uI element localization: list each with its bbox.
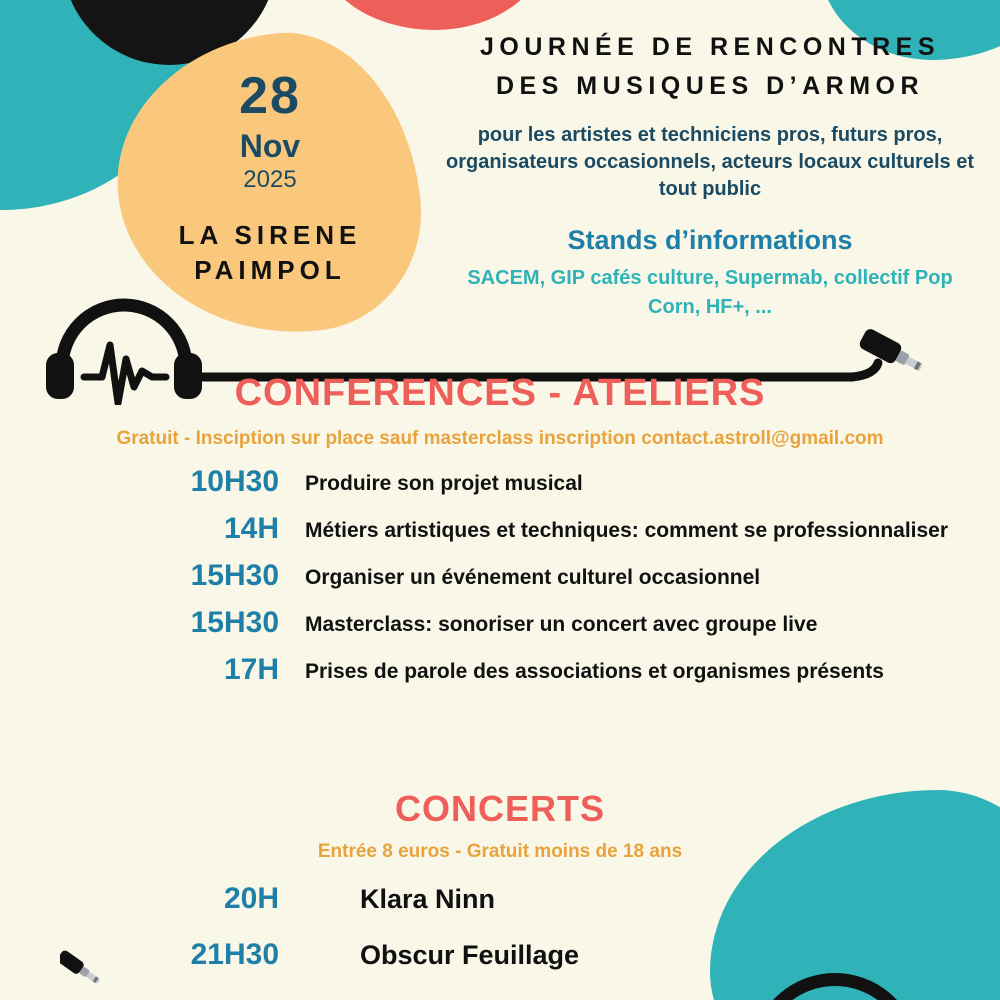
schedule-time: 17H — [223, 653, 279, 686]
venue-line-1: LA SIRENE — [178, 220, 362, 250]
jack-plug-icon — [60, 943, 130, 998]
schedule-label: Produire son projet musical — [305, 472, 583, 495]
audience-subtext: pour les artistes et techniciens pros, futurs pros, organisateurs occasionnels, acteurs locaux culturels et tout public — [446, 123, 974, 200]
event-month: Nov — [239, 128, 301, 164]
conferences-note: Gratuit - Insciption sur place sauf masterclass inscription contact.astroll@gmail.com — [116, 428, 884, 449]
schedule-row — [120, 559, 980, 592]
schedule-time: 15H30 — [190, 606, 279, 639]
event-year: 2025 — [243, 166, 297, 193]
headphone-arc-graphic — [740, 935, 930, 1000]
schedule-label: Métiers artistiques et techniques: comment se professionnaliser — [305, 519, 949, 542]
kicker-line-2: DES MUSIQUES D’ARMOR — [495, 71, 925, 100]
venue-name — [130, 218, 410, 288]
concert-artist: Klara Ninn — [360, 883, 496, 914]
schedule-time: 14H — [223, 512, 279, 545]
venue-line-2: PAIMPOL — [194, 255, 346, 286]
schedule-row — [120, 512, 980, 545]
conferences-schedule — [120, 465, 980, 700]
stands-list: SACEM, GIP cafés culture, Supermab, collectif Pop Corn, HF+, ... — [467, 266, 953, 318]
concert-time: 20H — [223, 882, 279, 915]
schedule-label: Prises de parole des associations et organismes présents — [305, 660, 884, 683]
schedule-row — [120, 653, 980, 686]
event-day: 28 — [239, 67, 301, 125]
conferences-title: CONFERENCES - ATELIERS — [234, 372, 766, 414]
concerts-note: Entrée 8 euros - Gratuit moins de 18 ans — [317, 841, 683, 862]
header-text-block — [440, 28, 980, 322]
schedule-row — [120, 606, 980, 639]
concert-artist: Obscur Feuillage — [360, 939, 580, 970]
schedule-time: 15H30 — [190, 559, 279, 592]
stands-title: Stands d’informations — [567, 224, 853, 255]
schedule-time: 10H30 — [190, 465, 279, 498]
concerts-title: CONCERTS — [394, 788, 605, 829]
kicker-line-1: JOURNÉE DE RENCONTRES — [480, 33, 940, 61]
concert-time: 21H30 — [190, 938, 279, 971]
date-venue-block — [130, 67, 410, 288]
red-blob-top — [320, 0, 550, 30]
schedule-row — [120, 465, 980, 498]
schedule-label: Masterclass: sonoriser un concert avec groupe live — [305, 613, 818, 636]
schedule-label: Organiser un événement culturel occasionnel — [305, 566, 761, 589]
concert-row — [120, 882, 980, 916]
event-kicker — [440, 28, 980, 106]
